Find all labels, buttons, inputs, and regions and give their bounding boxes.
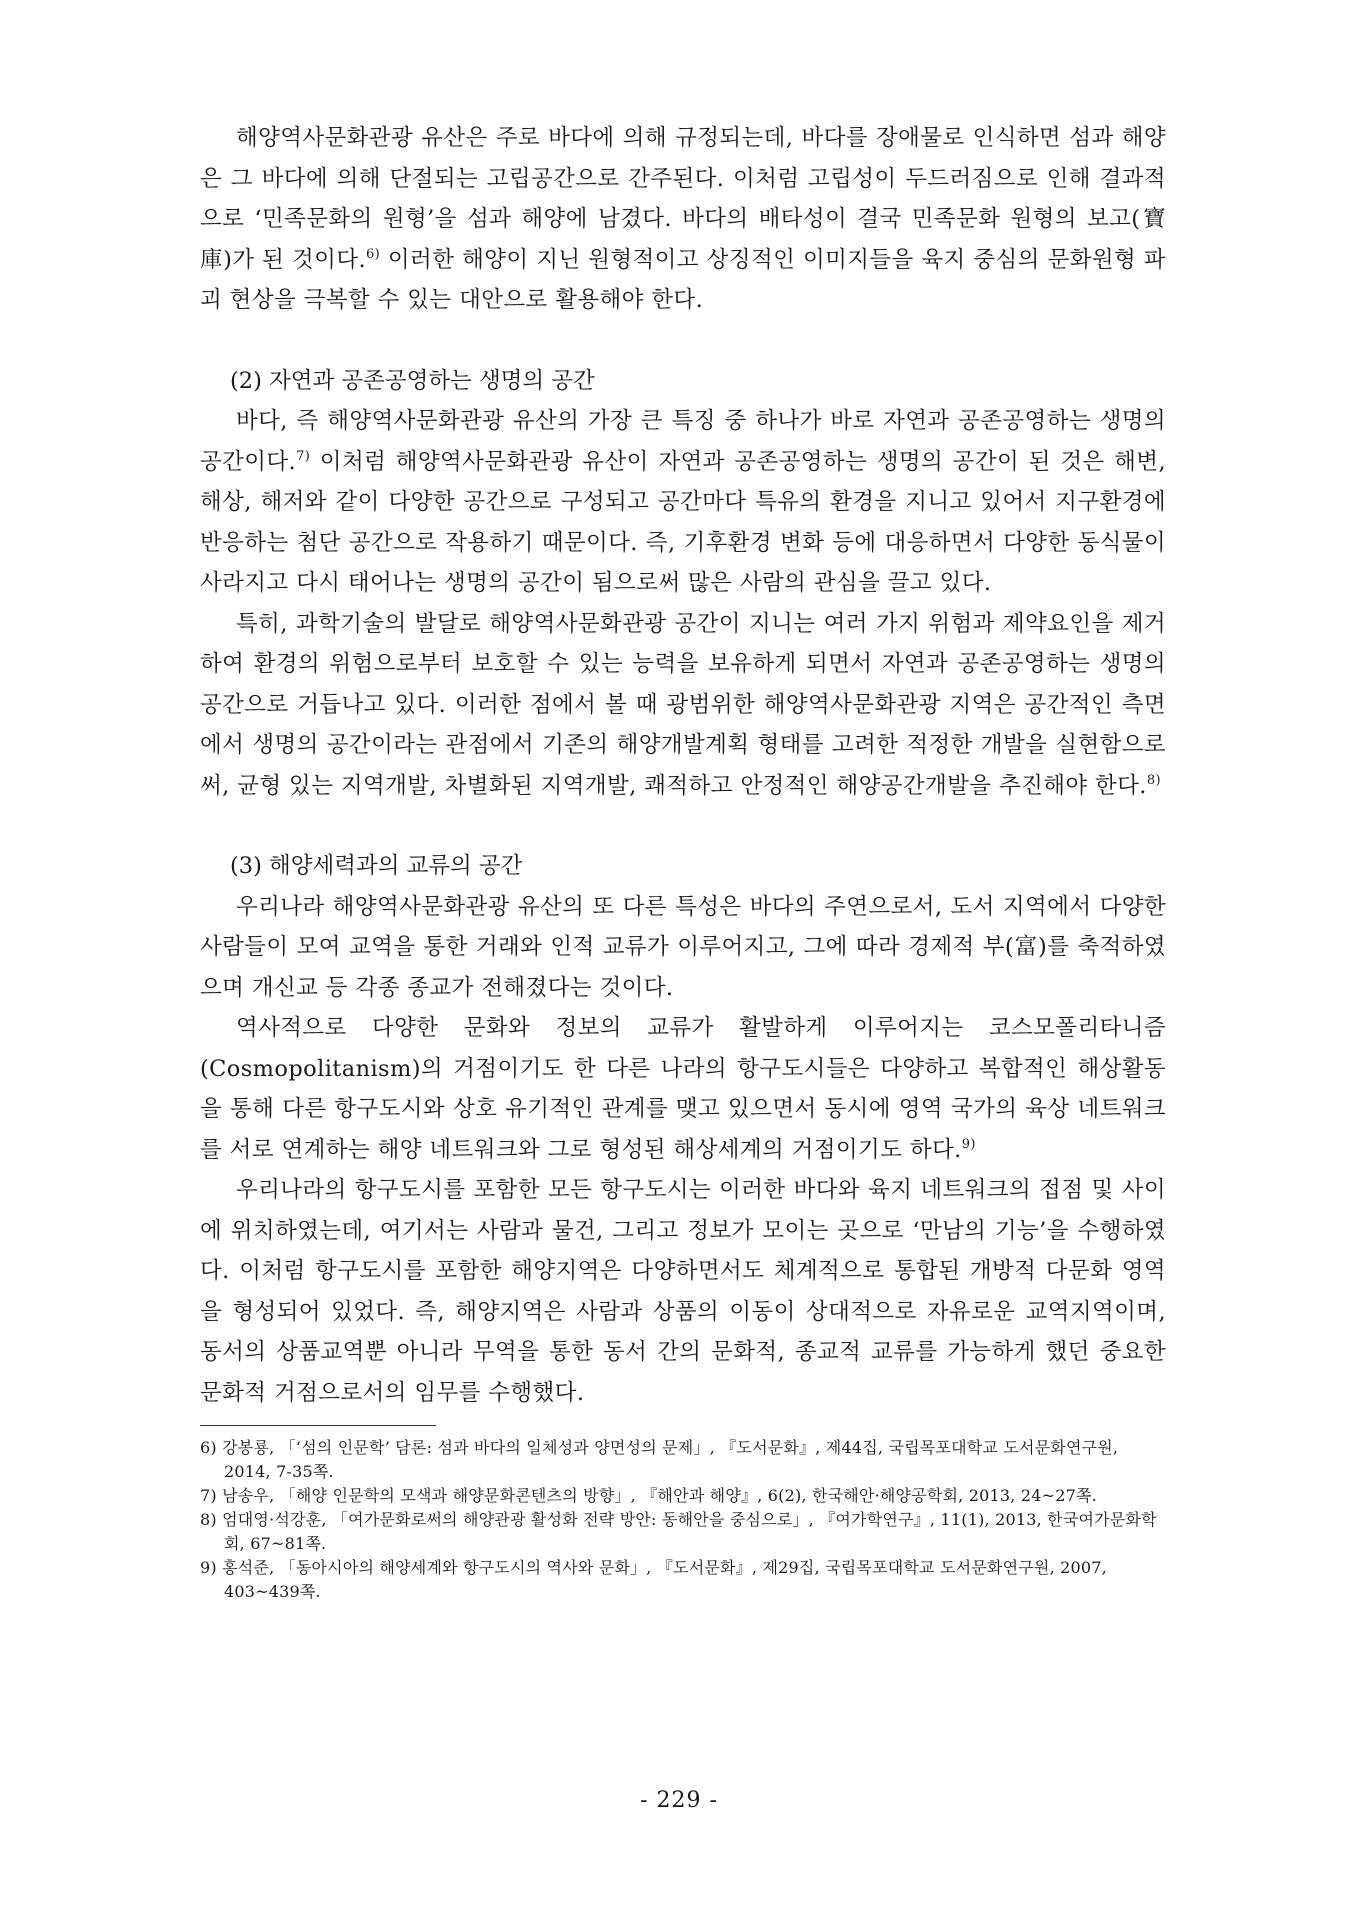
footnote-6: 6) 강봉룡, 「‘섬의 인문학’ 담론: 섬과 바다의 일체성과 양면성의 문제」, 『도서문화』, 제44집, 국립목포대학교 도서문화연구원, 2014, 7-35쪽. xyxy=(200,1438,1119,1481)
footnote-ref-6[interactable]: 6) xyxy=(366,246,381,262)
footnote-ref-8[interactable]: 8) xyxy=(1146,772,1162,788)
footnote-divider xyxy=(200,1425,436,1426)
footnote-ref-9[interactable]: 9) xyxy=(961,1136,976,1152)
section-gap xyxy=(200,806,1166,846)
paragraph-section3-3: 우리나라의 항구도시를 포함한 모든 항구도시는 이러한 바다와 육지 네트워크의 접점 및 사이에 위치하였는데, 여기서는 사람과 물건, 그리고 정보가 모이는 곳으로 ‘만남의 기능’을 수행하였다. 이처럼 항구도시를 포함한 해양지역은 다양하면서도 체계적으로 통합된 개방적 다문화 영역을 형성되어 있었다. 즉, 해양지역은 사람과 상품의 이동이 상대적으로 자유로운 교역지역이며, 동서의 상품교역뿐 아니라 무역을 통한 동서 간의 문화적, 종교적 교류를 가능하게 했던 중요한 문화적 거점으로서의 임무를 수행했다. xyxy=(200,1177,1166,1406)
footnote-7: 7) 남송우, 「해양 인문학의 모색과 해양문화콘텐츠의 방향」, 『해안과 해양』, 6(2), 한국해안·해양공학회, 2013, 24~27쪽. xyxy=(200,1486,1097,1505)
section-heading-3: (3) 해양세력과의 교류의 공간 xyxy=(230,853,523,879)
paragraph-intro: 해양역사문화관광 유산은 주로 바다에 의해 규정되는데, 바다를 장애물로 인식하면 섬과 해양은 그 바다에 의해 단절되는 고립공간으로 간주된다. 이처럼 고립성이 두드러짐으로 인해 결과적으로 ‘민족문화의 원형’을 섬과 해양에 남겼다. 바다의 배타성이 결국 민족문화 원형의 보고(寶庫)가 된 것이다.$^{6)}$ 이러한 해양이 지닌 원형적이고 상징적인 이미지들을 육지 중심의 문화원형 파괴 현상을 극복할 수 있는 대안으로 활용해야 한다. xyxy=(200,125,1166,313)
paragraph-section2-2: 특히, 과학기술의 발달로 해양역사문화관광 공간이 지니는 여러 가지 위험과 제약요인을 제거하여 환경의 위험으로부터 보호할 수 있는 능력을 보유하게 되면서 자연과 공존공영하는 생명의 공간으로 거듭나고 있다. 이러한 점에서 볼 때 광범위한 해양역사문화관광 지역은 공간적인 측면에서 생명의 공간이라는 관점에서 기존의 해양개발계획 형태를 고려한 적정한 개발을 실현함으로써, 균형 있는 지역개발, 차별화된 지역개발, 쾌적하고 안정적인 해양공간개발을 추진해야 한다.$^{8)}$ xyxy=(200,610,1166,799)
footnote-8: 8) 엄대영·석강훈, 「여가문화로써의 해양관광 활성화 전략 방안: 동해안을 중심으로」, 『여가학연구』, 11(1), 2013, 한국여가문화학회, 67~81쪽. xyxy=(200,1510,1157,1553)
footnote-9: 9) 홍석준, 「동아시아의 해양세계와 항구도시의 역사와 문화」, 『도서문화』, 제29집, 국립목포대학교 도서문화연구원, 2007, 403~439쪽. xyxy=(200,1558,1107,1601)
paragraph-section2-1: 바다, 즉 해양역사문화관광 유산의 가장 큰 특징 중 하나가 바로 자연과 공존공영하는 생명의 공간이다.$^{7)}$ 이처럼 해양역사문화관광 유산이 자연과 공존공영하는 생명의 공간이 된 것은 해변, 해상, 해저와 같이 다양한 공간으로 구성되고 공간마다 특유의 환경을 지니고 있어서 지구환경에 반응하는 첨단 공간으로 작용하기 때문이다. 즉, 기후환경 변화 등에 대응하면서 다양한 동식물이 사라지고 다시 태어나는 생명의 공간이 됨으로써 많은 사람의 관심을 끌고 있다. xyxy=(200,408,1166,596)
section-heading-2: (2) 자연과 공존공영하는 생명의 공간 xyxy=(230,367,595,394)
page-number: - 229 - xyxy=(640,1788,718,1813)
footnotes xyxy=(200,1436,1166,1604)
footnote-ref-7[interactable]: 7) xyxy=(296,448,311,464)
paragraph-section3-1: 우리나라 해양역사문화관광 유산의 또 다른 특성은 바다의 주연으로서, 도서 지역에서 다양한 사람들이 모여 교역을 통한 거래와 인적 교류가 이루어지고, 그에 따라 경제적 부(富)를 축적하였으며 개신교 등 각종 종교가 전해졌다는 것이다. xyxy=(200,893,1166,1001)
page-body xyxy=(200,118,1166,1604)
section-gap xyxy=(200,321,1166,361)
paragraph-section3-2: 역사적으로 다양한 문화와 정보의 교류가 활발하게 이루어지는 코스모폴리타니즘(Cosmopolitanism)의 거점이기도 한 다른 나라의 항구도시들은 다양하고 복합적인 해상활동을 통해 다른 항구도시와 상호 유기적인 관계를 맺고 있으면서 동시에 영역 국가의 육상 네트워크를 서로 연계하는 해양 네트워크와 그로 형성된 해상세계의 거점이기도 하다.$^{9)}$ xyxy=(200,1015,1166,1163)
